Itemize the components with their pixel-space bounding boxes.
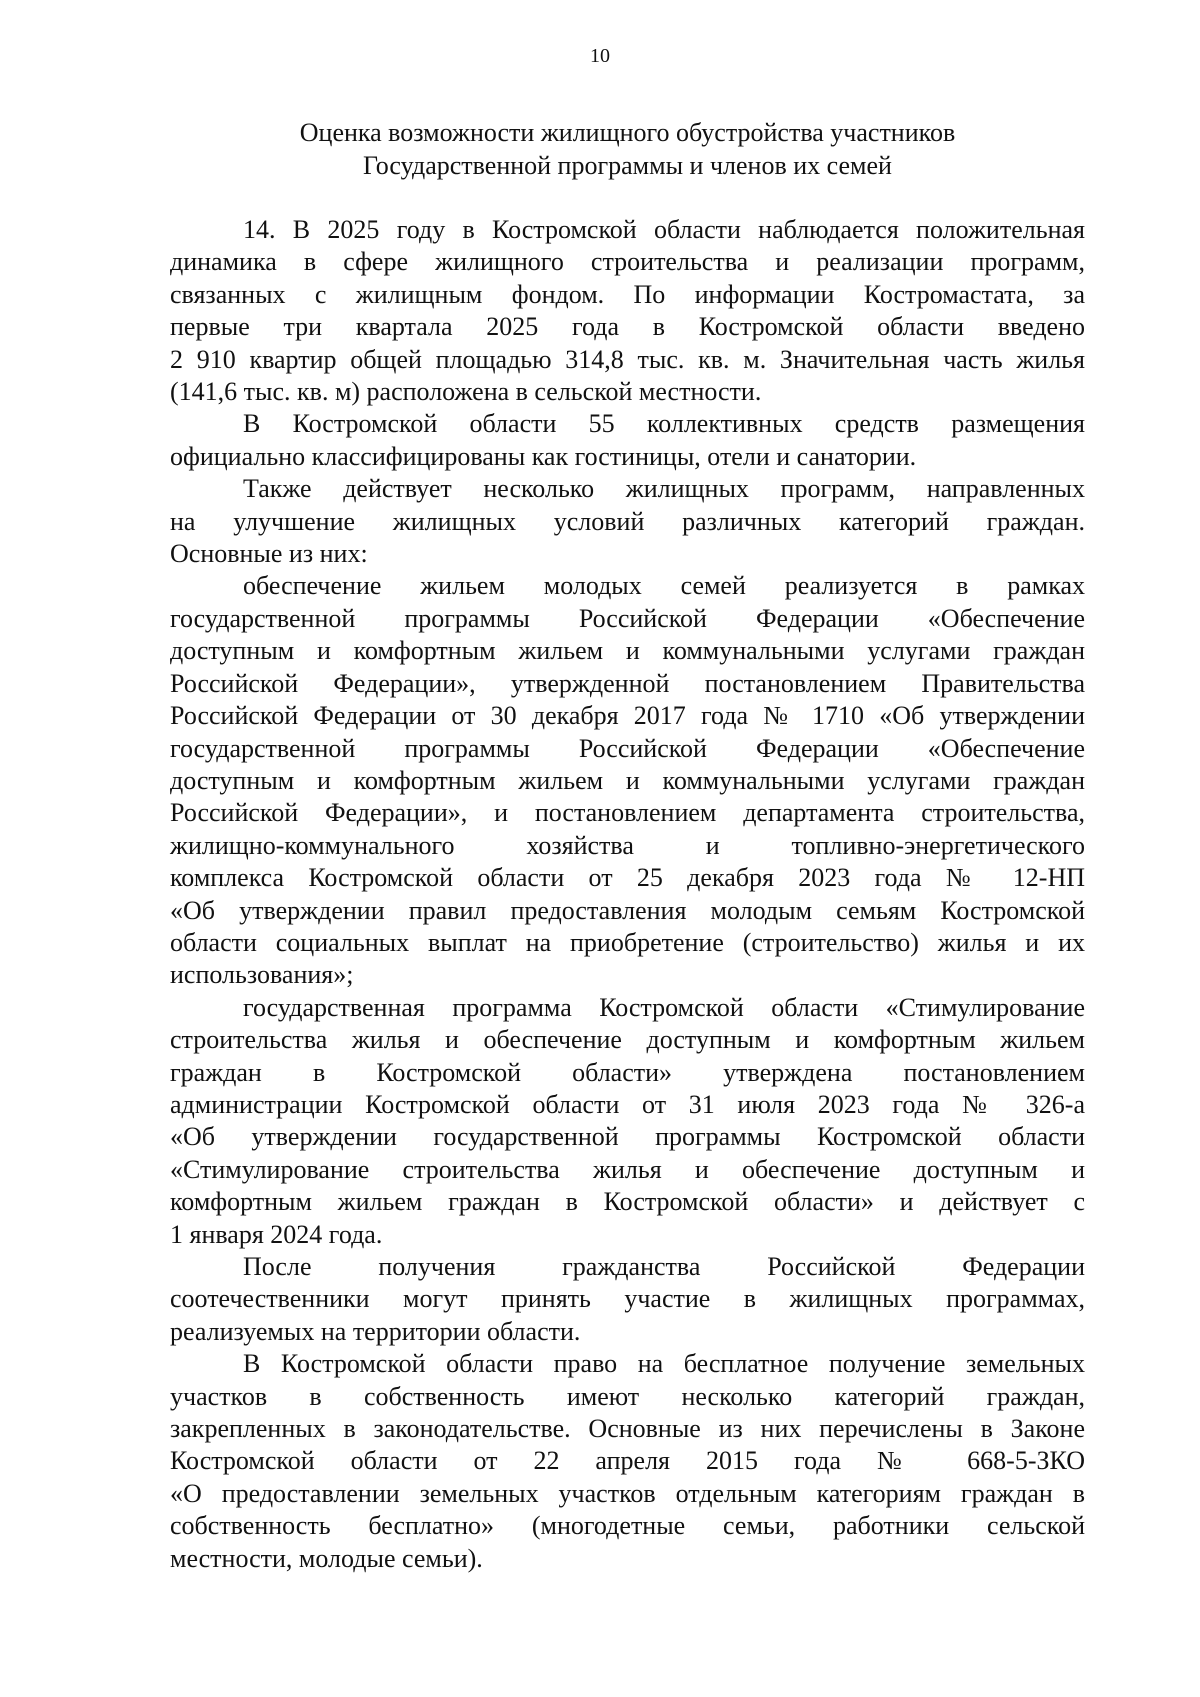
text-line: собственность бесплатно» (многодетные семьи, работники сельской <box>170 1511 1085 1541</box>
text-line: «О предоставлении земельных участков отдельным категориям граждан в <box>170 1478 1085 1508</box>
text-line: Российской Федерации», и постановлением департамента строительства, <box>170 798 1085 828</box>
text-line: граждан в Костромской области» утверждена постановлением <box>170 1057 1085 1087</box>
text-line: Российской Федерации», утвержденной постановлением Правительства <box>170 668 1085 698</box>
text-line: строительства жилья и обеспечение доступным и комфортным жильем <box>170 1025 1085 1055</box>
text-line: комфортным жильем граждан в Костромской области» и действует с <box>170 1187 1085 1217</box>
text-line: Костромской области от 22 апреля 2015 года № 668-5-ЗКО <box>170 1446 1085 1476</box>
text-line: Основные из них: <box>170 539 368 569</box>
text-line: области социальных выплат на приобретение (строительство) жилья и их <box>170 927 1085 957</box>
paragraph-14-housing-construction <box>170 214 1085 408</box>
text-line: на улучшение жилищных условий различных категорий граждан. <box>170 506 1085 536</box>
text-line: Также действует несколько жилищных программ, направленных <box>243 474 1085 504</box>
text-line: (141,6 тыс. кв. м) расположена в сельской местности. <box>170 377 762 407</box>
text-line: закрепленных в законодательстве. Основные из них перечислены в Законе <box>170 1414 1085 1444</box>
text-line: первые три квартала 2025 года в Костромской области введено <box>170 312 1085 342</box>
paragraph-regional-program <box>170 992 1085 1251</box>
text-line: государственная программа Костромской области «Стимулирование <box>243 992 1085 1022</box>
text-line: 1 января 2024 года. <box>170 1219 383 1249</box>
text-line: «Стимулирование строительства жилья и обеспечение доступным и <box>170 1154 1085 1184</box>
text-line: доступным и комфортным жильем и коммунальными услугами граждан <box>170 636 1085 666</box>
text-line: В Костромской области право на бесплатное получение земельных <box>243 1349 1085 1379</box>
paragraph-accommodation <box>170 408 1085 473</box>
text-line: реализуемых на территории области. <box>170 1316 581 1346</box>
text-line: участков в собственность имеют несколько категорий граждан, <box>170 1381 1085 1411</box>
document-body <box>170 214 1085 1575</box>
text-line: В Костромской области 55 коллективных средств размещения <box>243 409 1085 439</box>
text-line: доступным и комфортным жильем и коммунальными услугами граждан <box>170 765 1085 795</box>
text-line: жилищно-коммунального хозяйства и топливно-энергетического <box>170 830 1085 860</box>
title-line: Государственной программы и членов их семей <box>363 151 892 180</box>
text-line: Российской Федерации от 30 декабря 2017 года № 1710 «Об утверждении <box>170 701 1085 731</box>
text-line: местности, молодые семьи). <box>170 1543 483 1573</box>
document-title <box>170 116 1085 182</box>
text-line: комплекса Костромской области от 25 декабря 2023 года № 12-НП <box>170 863 1085 893</box>
text-line: обеспечение жильем молодых семей реализуется в рамках <box>243 571 1085 601</box>
text-line: связанных с жилищным фондом. По информации Костромастата, за <box>170 279 1085 309</box>
title-line: Оценка возможности жилищного обустройства участников <box>299 118 956 147</box>
paragraph-land-plots <box>170 1348 1085 1575</box>
paragraph-young-families-program <box>170 570 1085 991</box>
text-line: 14. В 2025 году в Костромской области наблюдается положительная <box>243 215 1085 244</box>
text-line: «Об утверждении правил предоставления молодым семьям Костромской <box>170 895 1085 925</box>
text-line: государственной программы Российской Федерации «Обеспечение <box>170 733 1085 763</box>
paragraph-citizenship <box>170 1251 1085 1348</box>
paragraph-housing-programs-intro <box>170 473 1085 570</box>
text-line: государственной программы Российской Федерации «Обеспечение <box>170 603 1085 633</box>
text-line: После получения гражданства Российской Федерации <box>243 1252 1085 1281</box>
text-line: администрации Костромской области от 31 июля 2023 года № 326-а <box>170 1089 1085 1119</box>
text-line: использования»; <box>170 960 354 990</box>
text-line: 2 910 квартир общей площадью 314,8 тыс. кв. м. Значительная часть жилья <box>170 344 1085 374</box>
page-number: 10 <box>590 45 610 67</box>
text-line: соотечественники могут принять участие в жилищных программах, <box>170 1284 1085 1314</box>
text-line: «Об утверждении государственной программы Костромской области <box>170 1122 1085 1152</box>
text-line: динамика в сфере жилищного строительства и реализации программ, <box>170 247 1085 277</box>
text-line: официально классифицированы как гостиницы, отели и санатории. <box>170 441 917 471</box>
